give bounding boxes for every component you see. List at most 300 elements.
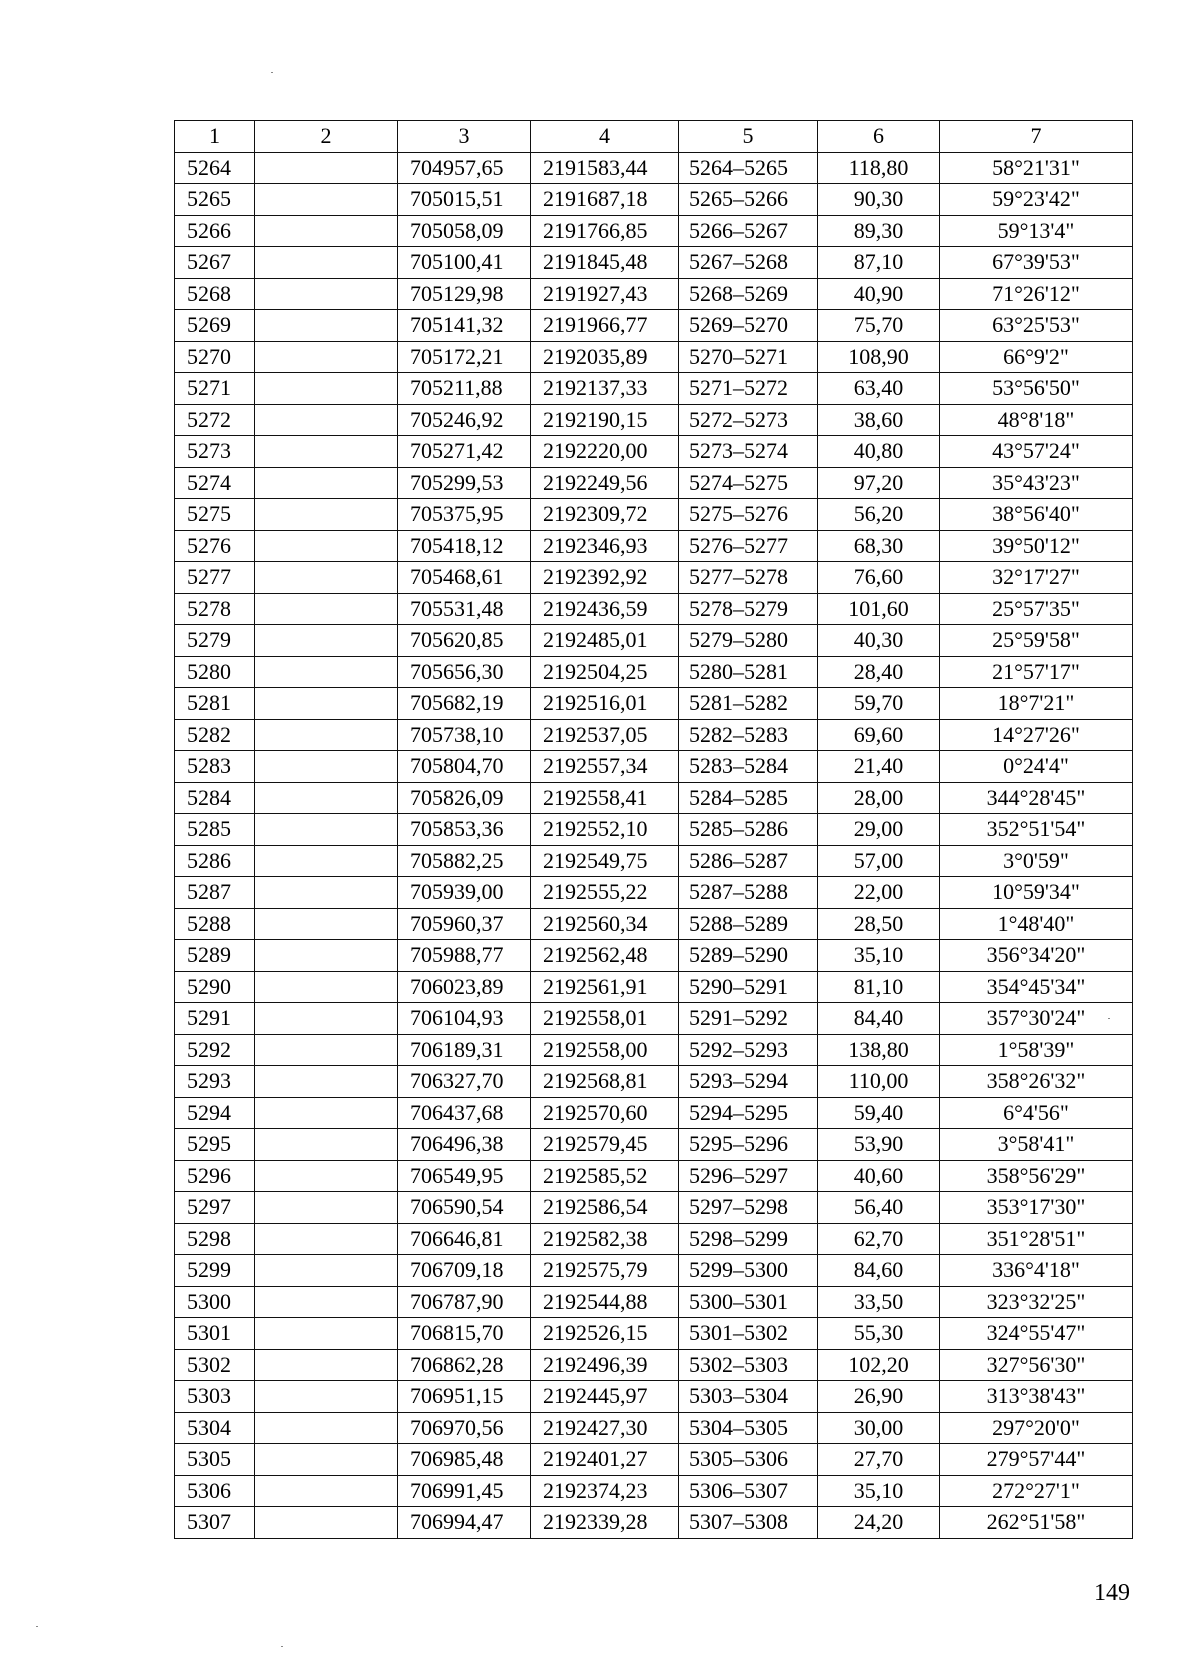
table-row [175,499,1133,531]
point-number-cell: 5279 [175,625,255,657]
y-coordinate-cell: 2192570,60 [531,1097,679,1129]
bearing-cell: 38°56'40" [940,499,1133,531]
point-number-cell: 5266 [175,215,255,247]
point-note-cell [255,782,398,814]
x-coordinate-cell: 706590,54 [398,1192,531,1224]
segment-cell: 5271–5272 [679,373,818,405]
table-row [175,625,1133,657]
bearing-cell: 356°34'20" [940,940,1133,972]
point-note-cell [255,436,398,468]
scan-speck [36,1626,38,1627]
segment-cell: 5276–5277 [679,530,818,562]
segment-cell: 5272–5273 [679,404,818,436]
table-row [175,1444,1133,1476]
x-coordinate-cell: 705211,88 [398,373,531,405]
bearing-cell: 39°50'12" [940,530,1133,562]
segment-cell: 5305–5306 [679,1444,818,1476]
x-coordinate-cell: 706787,90 [398,1286,531,1318]
column-header-7: 7 [940,121,1133,153]
point-number-cell: 5268 [175,278,255,310]
bearing-cell: 323°32'25" [940,1286,1133,1318]
y-coordinate-cell: 2192526,15 [531,1318,679,1350]
bearing-cell: 327°56'30" [940,1349,1133,1381]
table-header-row [175,121,1133,153]
bearing-cell: 21°57'17" [940,656,1133,688]
bearing-cell: 354°45'34" [940,971,1133,1003]
length-cell: 68,30 [818,530,940,562]
length-cell: 21,40 [818,751,940,783]
x-coordinate-cell: 705960,37 [398,908,531,940]
bearing-cell: 3°0'59" [940,845,1133,877]
point-note-cell [255,1129,398,1161]
y-coordinate-cell: 2192249,56 [531,467,679,499]
point-note-cell [255,751,398,783]
table-row [175,373,1133,405]
length-cell: 30,00 [818,1412,940,1444]
point-note-cell [255,341,398,373]
y-coordinate-cell: 2192585,52 [531,1160,679,1192]
table-row [175,1349,1133,1381]
x-coordinate-cell: 705299,53 [398,467,531,499]
point-note-cell [255,1381,398,1413]
bearing-cell: 358°26'32" [940,1066,1133,1098]
x-coordinate-cell: 706951,15 [398,1381,531,1413]
length-cell: 110,00 [818,1066,940,1098]
y-coordinate-cell: 2192555,22 [531,877,679,909]
bearing-cell: 66°9'2" [940,341,1133,373]
point-number-cell: 5287 [175,877,255,909]
x-coordinate-cell: 705141,32 [398,310,531,342]
table-row [175,971,1133,1003]
point-number-cell: 5291 [175,1003,255,1035]
length-cell: 108,90 [818,341,940,373]
segment-cell: 5304–5305 [679,1412,818,1444]
y-coordinate-cell: 2192582,38 [531,1223,679,1255]
bearing-cell: 1°58'39" [940,1034,1133,1066]
point-note-cell [255,1507,398,1539]
y-coordinate-cell: 2192544,88 [531,1286,679,1318]
table-row [175,247,1133,279]
segment-cell: 5287–5288 [679,877,818,909]
point-number-cell: 5301 [175,1318,255,1350]
segment-cell: 5286–5287 [679,845,818,877]
point-note-cell [255,562,398,594]
point-note-cell [255,247,398,279]
table-row [175,1412,1133,1444]
column-header-5: 5 [679,121,818,153]
point-note-cell [255,1160,398,1192]
y-coordinate-cell: 2192568,81 [531,1066,679,1098]
length-cell: 40,30 [818,625,940,657]
table-row [175,1003,1133,1035]
point-number-cell: 5289 [175,940,255,972]
length-cell: 53,90 [818,1129,940,1161]
x-coordinate-cell: 706104,93 [398,1003,531,1035]
point-number-cell: 5269 [175,310,255,342]
y-coordinate-cell: 2192557,34 [531,751,679,783]
x-coordinate-cell: 705271,42 [398,436,531,468]
table-row [175,845,1133,877]
point-note-cell [255,499,398,531]
table-row [175,656,1133,688]
table-row [175,184,1133,216]
point-note-cell [255,814,398,846]
bearing-cell: 352°51'54" [940,814,1133,846]
y-coordinate-cell: 2192537,05 [531,719,679,751]
point-number-cell: 5307 [175,1507,255,1539]
table-body [175,152,1133,1538]
point-note-cell [255,215,398,247]
point-note-cell [255,719,398,751]
table-row [175,278,1133,310]
bearing-cell: 35°43'23" [940,467,1133,499]
bearing-cell: 59°23'42" [940,184,1133,216]
segment-cell: 5284–5285 [679,782,818,814]
table-row [175,1160,1133,1192]
table-row [175,751,1133,783]
length-cell: 138,80 [818,1034,940,1066]
length-cell: 90,30 [818,184,940,216]
segment-cell: 5267–5268 [679,247,818,279]
bearing-cell: 262°51'58" [940,1507,1133,1539]
y-coordinate-cell: 2192392,92 [531,562,679,594]
table-row [175,1192,1133,1224]
length-cell: 35,10 [818,940,940,972]
point-note-cell [255,1066,398,1098]
point-note-cell [255,1412,398,1444]
segment-cell: 5296–5297 [679,1160,818,1192]
segment-cell: 5292–5293 [679,1034,818,1066]
segment-cell: 5297–5298 [679,1192,818,1224]
y-coordinate-cell: 2192374,23 [531,1475,679,1507]
bearing-cell: 351°28'51" [940,1223,1133,1255]
point-number-cell: 5272 [175,404,255,436]
y-coordinate-cell: 2192485,01 [531,625,679,657]
length-cell: 84,40 [818,1003,940,1035]
bearing-cell: 1°48'40" [940,908,1133,940]
y-coordinate-cell: 2192549,75 [531,845,679,877]
table-row [175,1381,1133,1413]
bearing-cell: 272°27'1" [940,1475,1133,1507]
y-coordinate-cell: 2192561,91 [531,971,679,1003]
length-cell: 75,70 [818,310,940,342]
bearing-cell: 279°57'44" [940,1444,1133,1476]
point-note-cell [255,1444,398,1476]
bearing-cell: 357°30'24" [940,1003,1133,1035]
point-number-cell: 5306 [175,1475,255,1507]
y-coordinate-cell: 2191583,44 [531,152,679,184]
point-number-cell: 5267 [175,247,255,279]
segment-cell: 5302–5303 [679,1349,818,1381]
point-note-cell [255,404,398,436]
length-cell: 40,80 [818,436,940,468]
table-row [175,530,1133,562]
x-coordinate-cell: 706970,56 [398,1412,531,1444]
point-note-cell [255,310,398,342]
table-row [175,1034,1133,1066]
length-cell: 28,40 [818,656,940,688]
table-row [175,782,1133,814]
table-row [175,1475,1133,1507]
point-number-cell: 5298 [175,1223,255,1255]
point-note-cell [255,625,398,657]
x-coordinate-cell: 706189,31 [398,1034,531,1066]
segment-cell: 5290–5291 [679,971,818,1003]
point-note-cell [255,1286,398,1318]
point-number-cell: 5281 [175,688,255,720]
length-cell: 55,30 [818,1318,940,1350]
length-cell: 56,40 [818,1192,940,1224]
bearing-cell: 0°24'4" [940,751,1133,783]
table-row [175,814,1133,846]
bearing-cell: 43°57'24" [940,436,1133,468]
x-coordinate-cell: 705375,95 [398,499,531,531]
table-row [175,1255,1133,1287]
point-note-cell [255,971,398,1003]
y-coordinate-cell: 2192586,54 [531,1192,679,1224]
x-coordinate-cell: 705939,00 [398,877,531,909]
point-note-cell [255,1034,398,1066]
point-number-cell: 5283 [175,751,255,783]
length-cell: 27,70 [818,1444,940,1476]
x-coordinate-cell: 705804,70 [398,751,531,783]
segment-cell: 5274–5275 [679,467,818,499]
segment-cell: 5294–5295 [679,1097,818,1129]
length-cell: 102,20 [818,1349,940,1381]
bearing-cell: 336°4'18" [940,1255,1133,1287]
point-number-cell: 5271 [175,373,255,405]
point-number-cell: 5284 [175,782,255,814]
bearing-cell: 18°7'21" [940,688,1133,720]
point-note-cell [255,278,398,310]
bearing-cell: 324°55'47" [940,1318,1133,1350]
bearing-cell: 6°4'56" [940,1097,1133,1129]
x-coordinate-cell: 706709,18 [398,1255,531,1287]
x-coordinate-cell: 705129,98 [398,278,531,310]
point-number-cell: 5288 [175,908,255,940]
segment-cell: 5268–5269 [679,278,818,310]
point-number-cell: 5302 [175,1349,255,1381]
point-number-cell: 5273 [175,436,255,468]
bearing-cell: 14°27'26" [940,719,1133,751]
y-coordinate-cell: 2191966,77 [531,310,679,342]
segment-cell: 5281–5282 [679,688,818,720]
segment-cell: 5303–5304 [679,1381,818,1413]
table-row [175,688,1133,720]
segment-cell: 5266–5267 [679,215,818,247]
point-number-cell: 5295 [175,1129,255,1161]
segment-cell: 5283–5284 [679,751,818,783]
point-number-cell: 5277 [175,562,255,594]
table-row [175,877,1133,909]
length-cell: 35,10 [818,1475,940,1507]
y-coordinate-cell: 2192137,33 [531,373,679,405]
length-cell: 59,70 [818,688,940,720]
y-coordinate-cell: 2192445,97 [531,1381,679,1413]
y-coordinate-cell: 2192516,01 [531,688,679,720]
y-coordinate-cell: 2191927,43 [531,278,679,310]
length-cell: 40,60 [818,1160,940,1192]
length-cell: 22,00 [818,877,940,909]
length-cell: 26,90 [818,1381,940,1413]
length-cell: 76,60 [818,562,940,594]
bearing-cell: 48°8'18" [940,404,1133,436]
bearing-cell: 53°56'50" [940,373,1133,405]
x-coordinate-cell: 706985,48 [398,1444,531,1476]
table-row [175,908,1133,940]
point-note-cell [255,656,398,688]
bearing-cell: 58°21'31" [940,152,1133,184]
segment-cell: 5300–5301 [679,1286,818,1318]
x-coordinate-cell: 705246,92 [398,404,531,436]
y-coordinate-cell: 2192575,79 [531,1255,679,1287]
point-note-cell [255,877,398,909]
table-row [175,341,1133,373]
length-cell: 57,00 [818,845,940,877]
x-coordinate-cell: 706991,45 [398,1475,531,1507]
length-cell: 40,90 [818,278,940,310]
bearing-cell: 3°58'41" [940,1129,1133,1161]
segment-cell: 5269–5270 [679,310,818,342]
point-number-cell: 5290 [175,971,255,1003]
y-coordinate-cell: 2192496,39 [531,1349,679,1381]
point-note-cell [255,530,398,562]
segment-cell: 5295–5296 [679,1129,818,1161]
segment-cell: 5275–5276 [679,499,818,531]
x-coordinate-cell: 705172,21 [398,341,531,373]
table-row [175,593,1133,625]
length-cell: 56,20 [818,499,940,531]
length-cell: 101,60 [818,593,940,625]
point-number-cell: 5286 [175,845,255,877]
point-number-cell: 5299 [175,1255,255,1287]
y-coordinate-cell: 2191687,18 [531,184,679,216]
x-coordinate-cell: 706023,89 [398,971,531,1003]
length-cell: 89,30 [818,215,940,247]
coordinates-table [174,120,1133,1539]
point-number-cell: 5292 [175,1034,255,1066]
x-coordinate-cell: 705531,48 [398,593,531,625]
point-number-cell: 5296 [175,1160,255,1192]
table-row [175,1286,1133,1318]
table-row [175,1223,1133,1255]
table-row [175,215,1133,247]
x-coordinate-cell: 706862,28 [398,1349,531,1381]
point-note-cell [255,940,398,972]
point-number-cell: 5305 [175,1444,255,1476]
segment-cell: 5270–5271 [679,341,818,373]
length-cell: 118,80 [818,152,940,184]
column-header-6: 6 [818,121,940,153]
bearing-cell: 67°39'53" [940,247,1133,279]
table-row [175,940,1133,972]
point-note-cell [255,593,398,625]
point-note-cell [255,1097,398,1129]
segment-cell: 5277–5278 [679,562,818,594]
length-cell: 63,40 [818,373,940,405]
length-cell: 62,70 [818,1223,940,1255]
length-cell: 69,60 [818,719,940,751]
y-coordinate-cell: 2192401,27 [531,1444,679,1476]
table-row [175,1507,1133,1539]
x-coordinate-cell: 705988,77 [398,940,531,972]
length-cell: 59,40 [818,1097,940,1129]
segment-cell: 5282–5283 [679,719,818,751]
column-header-1: 1 [175,121,255,153]
x-coordinate-cell: 705826,09 [398,782,531,814]
x-coordinate-cell: 705015,51 [398,184,531,216]
column-header-2: 2 [255,121,398,153]
point-number-cell: 5275 [175,499,255,531]
x-coordinate-cell: 705620,85 [398,625,531,657]
segment-cell: 5285–5286 [679,814,818,846]
length-cell: 28,50 [818,908,940,940]
column-header-3: 3 [398,121,531,153]
table-row [175,719,1133,751]
table-row [175,152,1133,184]
point-note-cell [255,467,398,499]
segment-cell: 5299–5300 [679,1255,818,1287]
y-coordinate-cell: 2192346,93 [531,530,679,562]
y-coordinate-cell: 2192427,30 [531,1412,679,1444]
point-number-cell: 5265 [175,184,255,216]
point-number-cell: 5264 [175,152,255,184]
point-number-cell: 5270 [175,341,255,373]
point-note-cell [255,1349,398,1381]
table-row [175,310,1133,342]
point-note-cell [255,1192,398,1224]
point-number-cell: 5285 [175,814,255,846]
bearing-cell: 10°59'34" [940,877,1133,909]
bearing-cell: 32°17'27" [940,562,1133,594]
page-number: 149 [1094,1580,1130,1606]
segment-cell: 5306–5307 [679,1475,818,1507]
x-coordinate-cell: 706815,70 [398,1318,531,1350]
point-number-cell: 5297 [175,1192,255,1224]
point-note-cell [255,1318,398,1350]
bearing-cell: 344°28'45" [940,782,1133,814]
x-coordinate-cell: 705853,36 [398,814,531,846]
length-cell: 81,10 [818,971,940,1003]
length-cell: 29,00 [818,814,940,846]
y-coordinate-cell: 2192560,34 [531,908,679,940]
point-note-cell [255,1475,398,1507]
y-coordinate-cell: 2192339,28 [531,1507,679,1539]
y-coordinate-cell: 2192558,00 [531,1034,679,1066]
point-note-cell [255,373,398,405]
table-row [175,467,1133,499]
point-number-cell: 5276 [175,530,255,562]
segment-cell: 5301–5302 [679,1318,818,1350]
bearing-cell: 63°25'53" [940,310,1133,342]
point-number-cell: 5304 [175,1412,255,1444]
point-note-cell [255,1003,398,1035]
point-note-cell [255,184,398,216]
y-coordinate-cell: 2192436,59 [531,593,679,625]
x-coordinate-cell: 706327,70 [398,1066,531,1098]
point-number-cell: 5303 [175,1381,255,1413]
bearing-cell: 313°38'43" [940,1381,1133,1413]
x-coordinate-cell: 705656,30 [398,656,531,688]
length-cell: 28,00 [818,782,940,814]
y-coordinate-cell: 2192579,45 [531,1129,679,1161]
x-coordinate-cell: 706994,47 [398,1507,531,1539]
y-coordinate-cell: 2192220,00 [531,436,679,468]
segment-cell: 5264–5265 [679,152,818,184]
x-coordinate-cell: 705418,12 [398,530,531,562]
point-number-cell: 5274 [175,467,255,499]
column-header-4: 4 [531,121,679,153]
